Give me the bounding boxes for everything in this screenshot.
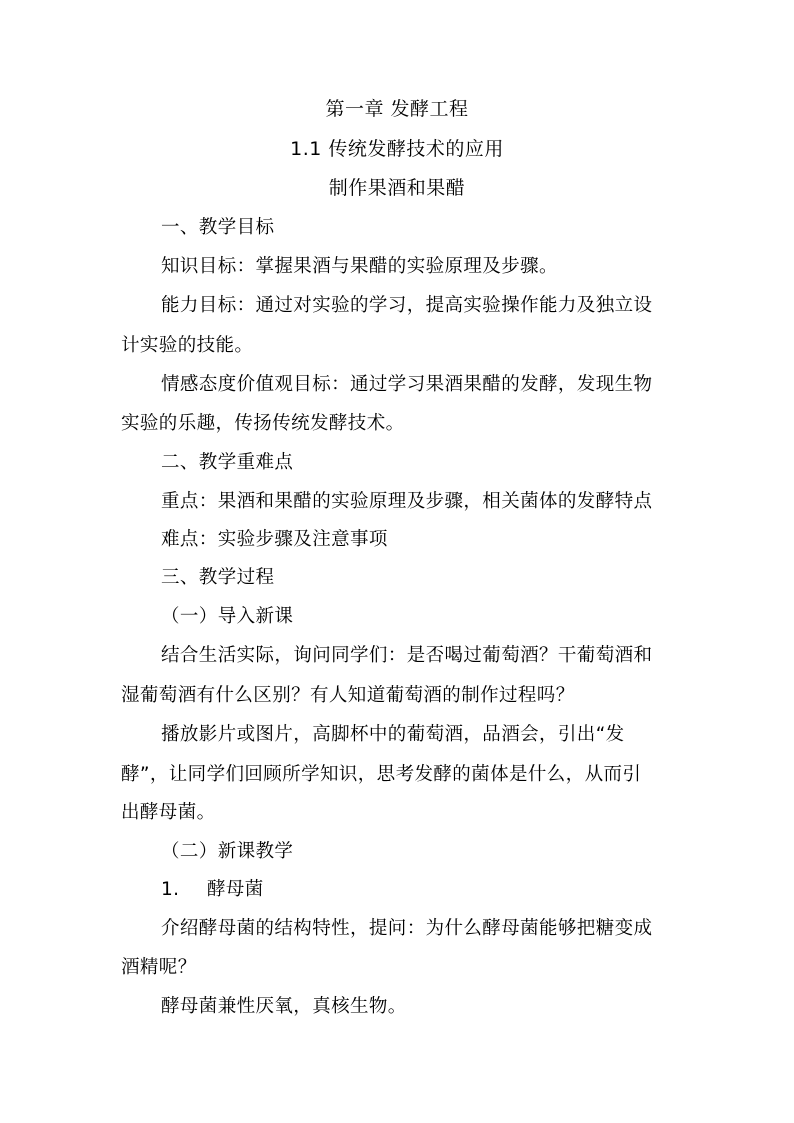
list-item-label: 酵母菌 (207, 879, 264, 900)
subheading-new-lesson: （二）新课教学 (161, 841, 294, 862)
subheading-introduction: （一）导入新课 (161, 606, 294, 627)
difficult-point: 难点：实验步骤及注意事项 (161, 529, 388, 550)
goal-emotion-line2: 实验的乐趣，传扬传统发酵技术。 (121, 413, 405, 434)
yeast-line1: 介绍酵母菌的结构特性，提问：为什么酵母菌能够把糖变成 (161, 918, 653, 939)
intro-line2: 湿葡萄酒有什么区别？有人知道葡萄酒的制作过程吗？ (121, 685, 575, 706)
yeast-line2: 酒精呢？ (121, 957, 197, 978)
goal-knowledge: 知识目标：掌握果酒与果醋的实验原理及步骤。 (161, 256, 558, 277)
yeast-fact: 酵母菌兼性厌氧，真核生物。 (161, 996, 407, 1017)
film-line3: 出酵母菌。 (121, 802, 216, 823)
goal-ability-line1: 能力目标：通过对实验的学习，提高实验操作能力及独立设 (161, 295, 653, 316)
section-title: 1.1 传统发酵技术的应用 (290, 138, 504, 160)
film-line2: 酵”，让同学们回顾所学知识，思考发酵的菌体是什么，从而引 (121, 764, 642, 785)
lesson-title: 制作果酒和果醋 (328, 177, 466, 199)
goal-emotion-line1: 情感态度价值观目标：通过学习果酒果醋的发酵，发现生物 (161, 374, 653, 395)
heading-teaching-process: 三、教学过程 (161, 567, 275, 588)
chapter-title: 第一章 发酵工程 (325, 98, 469, 120)
list-item-yeast (161, 878, 264, 902)
list-item-number: 1. (161, 879, 180, 900)
heading-key-difficult-points: 二、教学重难点 (161, 452, 294, 473)
key-point: 重点：果酒和果醋的实验原理及步骤，相关菌体的发酵特点 (161, 491, 653, 512)
heading-teaching-goals: 一、教学目标 (161, 217, 275, 238)
film-line1: 播放影片或图片，高脚杯中的葡萄酒，品酒会，引出“发 (161, 724, 625, 745)
intro-line1: 结合生活实际，询问同学们：是否喝过葡萄酒？干葡萄酒和 (161, 645, 653, 666)
goal-ability-line2: 计实验的技能。 (121, 335, 254, 356)
